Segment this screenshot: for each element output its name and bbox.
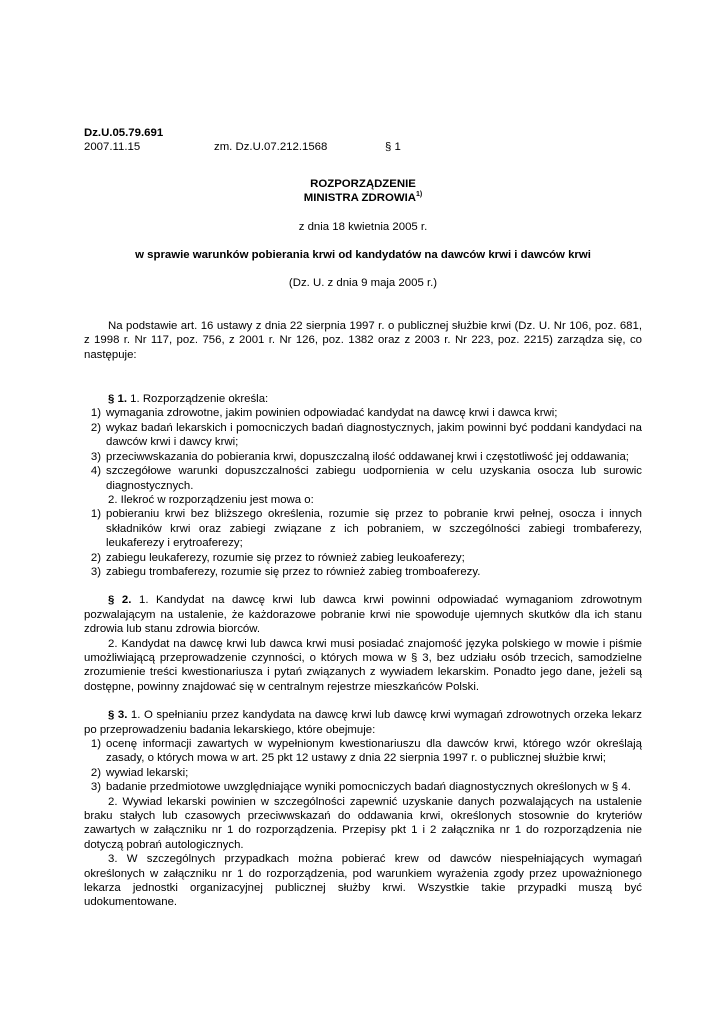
- list-number: 3): [90, 565, 101, 578]
- s3-mark: § 3.: [108, 709, 128, 722]
- list-text: ocenę informacji zawartych w wypełnionym kwestionariuszu dla dawców krwi, którego wzór określają zasady, o których mowa w art. 25 pkt 12 ustawy z dnia 22 sierpnia 1997 r. o publicznej służbie krwi;: [106, 738, 642, 765]
- amended-paragraph: § 1: [385, 141, 401, 154]
- list-text: zabiegu trombaferezy, rozumie się przez to również zabieg tromboaferezy.: [106, 565, 481, 578]
- preamble: Na podstawie art. 16 ustawy z dnia 22 sierpnia 1997 r. o publicznej służbie krwi (Dz. U. Nr 106, poz. 681, z 1998 r. Nr 117, poz. 756, z 2001 r. Nr 126, poz. 1382 oraz z 2003 r. Nr 223, poz. 2215) zarządza się, co następuje:: [84, 319, 642, 361]
- list-item: [84, 766, 642, 780]
- title-line-2: [84, 191, 642, 205]
- list-text: szczegółowe warunki dopuszczalności zabiegu uodpornienia w celu uzyskania osocza lub surowic diagnostycznych.: [106, 465, 642, 492]
- s1-list-2: [84, 507, 642, 579]
- s2-paragraph-2: 2. Kandydat na dawcę krwi lub dawca krwi musi posiadać znajomość języka polskiego w mowie i piśmie umożliwiającą przeprowadzenie czynności, o których mowa w § 3, bez udziału osób trzecich, samodzielne zrozumienie treści kwestionariusza i pytań związanych z wywiadem lekarskim. Ponadto jego dane, jeżeli są dostępne, powinny znajdować się w centralnym rejestrze mieszkańców Polski.: [84, 637, 642, 693]
- list-number: 3): [90, 450, 101, 463]
- s2-paragraph-1: [84, 593, 642, 636]
- s1-p1-text: 1. Rozporządzenie określa:: [130, 393, 269, 406]
- list-item: [84, 780, 642, 794]
- list-item: [84, 737, 642, 766]
- document-content: [84, 126, 642, 910]
- title-footnote: 1): [415, 191, 423, 199]
- s1-paragraph-2: 2. Ilekroć w rozporządzeniu jest mowa o:: [108, 493, 314, 506]
- amendment-date: 2007.11.15: [84, 141, 141, 154]
- journal-code: Dz.U.05.79.691: [84, 127, 164, 139]
- list-item: [84, 464, 642, 493]
- list-text: wywiad lekarski;: [106, 766, 189, 779]
- list-number: 1): [90, 738, 101, 750]
- s3-list: [84, 737, 642, 795]
- s1-mark: § 1.: [108, 393, 127, 406]
- s1-paragraph-1: [84, 392, 642, 406]
- s2-mark: § 2.: [108, 594, 132, 607]
- title-line-1: ROZPORZĄDZENIE: [310, 177, 416, 190]
- list-item: [84, 507, 642, 550]
- s3-paragraph-2: 2. Wywiad lekarski powinien w szczególności zapewnić uzyskanie danych pozwalających na ustalenie braku stałych lub czasowych przeciwwskazań do oddawania krwi, określonych stosownie do kryteriów zawartych w załączniku nr 1 do rozporządzenia. Przepisy pkt 1 i 2 załącznika nr 1 do rozporządzenia nie dotyczą pobrań autologicznych.: [84, 795, 642, 851]
- list-text: badanie przedmiotowe uwzględniające wyniki pomocniczych badań diagnostycznych określonych w § 4.: [106, 781, 631, 794]
- list-item: [84, 551, 642, 565]
- act-date: z dnia 18 kwietnia 2005 r.: [298, 220, 428, 233]
- list-number: 4): [90, 465, 101, 478]
- s3-p1-text: 1. O spełnianiu przez kandydata na dawcę krwi lub dawcę krwi wymagań zdrowotnych orzeka lekarz po przeprowadzeniu badania lekarskiego, które obejmuje:: [84, 709, 642, 736]
- list-number: 3): [90, 781, 101, 794]
- publication-reference: (Dz. U. z dnia 9 maja 2005 r.): [288, 277, 438, 290]
- list-number: 1): [90, 407, 101, 420]
- list-text: zabiegu leukaferezy, rozumie się przez to również zabieg leukoaferezy;: [106, 551, 465, 564]
- list-item: [84, 406, 642, 420]
- list-item: [84, 565, 642, 579]
- list-number: 2): [90, 421, 101, 434]
- amendment-reference: zm. Dz.U.07.212.1568: [214, 141, 328, 154]
- list-text: przeciwwskazania do pobierania krwi, dopuszczalną ilość oddawanej krwi i częstotliwość jej oddawania;: [106, 450, 629, 463]
- list-number: 2): [90, 766, 101, 779]
- list-text: pobieraniu krwi bez bliższego określenia, rozumie się przez to pobranie krwi pełnej, osocza i innych składników krwi oraz zabiegi związane z ich pobraniem, w szczególności zabiegi trombaferezy, leukaferezy i erytroaferezy;: [106, 508, 642, 550]
- amendment-row: [84, 140, 642, 154]
- title-minister: MINISTRA ZDROWIA: [303, 192, 416, 205]
- s1-list-1: [84, 406, 642, 492]
- s3-paragraph-3: 3. W szczególnych przypadkach można pobierać krew od dawców niespełniających wymagań określonych w załączniku nr 1 do rozporządzenia, pod warunkiem wyrażenia zgody przez upoważnionego lekarza jednostki organizacyjnej publicznej służby krwi. Wszystkie takie przypadki muszą być udokumentowane.: [84, 853, 642, 909]
- s2-p1-text: 1. Kandydat na dawcę krwi lub dawca krwi powinni odpowiadać wymaganiom zdrowotnym pozwalającym na ustalenie, że każdorazowe pobranie krwi nie spowoduje ujemnych skutków dla ich stanu zdrowia lub stanu zdrowia biorców.: [84, 594, 642, 636]
- s3-paragraph-1: [84, 708, 642, 737]
- list-text: wykaz badań lekarskich i pomocniczych badań diagnostycznych, jakim powinni być poddani kandydaci na dawców krwi i dawcy krwi;: [106, 421, 642, 449]
- list-item: [84, 421, 642, 450]
- list-number: 2): [90, 551, 101, 564]
- act-subject: w sprawie warunków pobierania krwi od kandydatów na dawców krwi i dawców krwi: [135, 249, 591, 262]
- list-number: 1): [90, 508, 101, 521]
- list-item: [84, 450, 642, 464]
- list-text: wymagania zdrowotne, jakim powinien odpowiadać kandydat na dawcę krwi i dawca krwi;: [106, 407, 558, 420]
